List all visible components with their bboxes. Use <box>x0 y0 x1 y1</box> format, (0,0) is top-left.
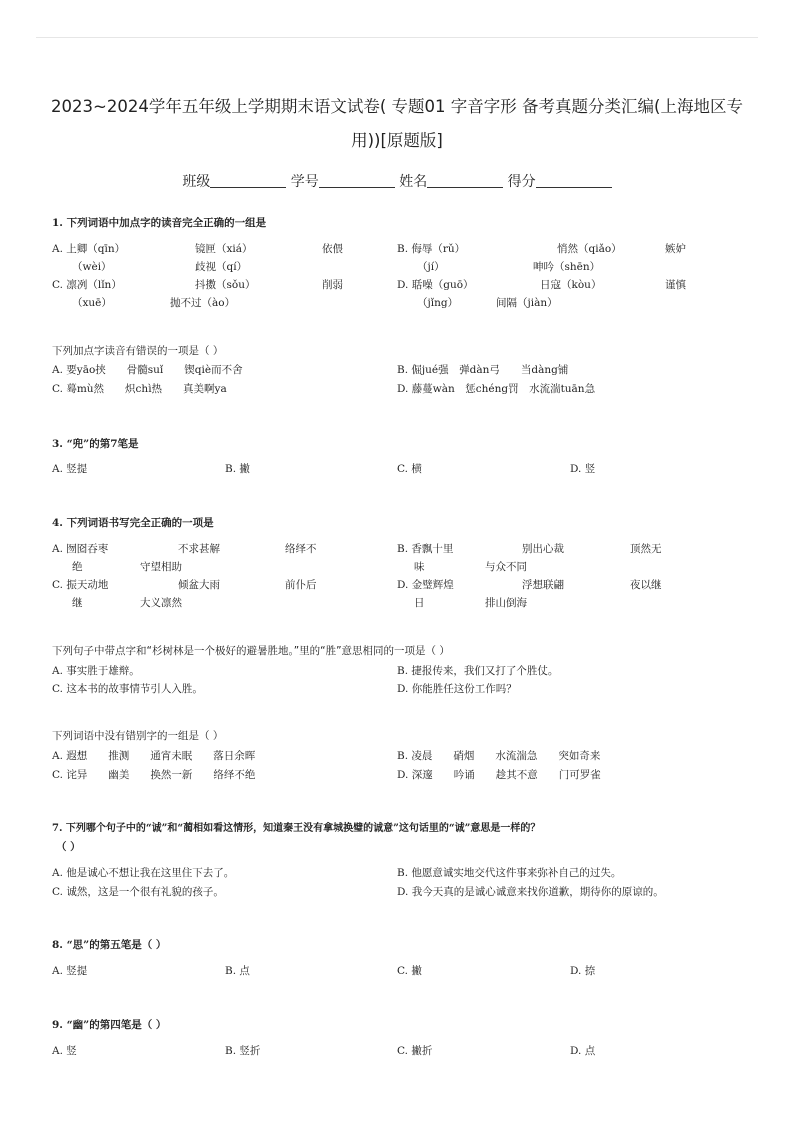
q4-option-b-5: 与众不同 <box>485 561 527 573</box>
q1-option-a-3: 依偎 <box>322 243 343 255</box>
q5-option-a: A. 事实胜于雄辩。 <box>52 665 140 677</box>
q5-stem: 下列句子中带点字和“杉树林是一个极好的避暑胜地。”里的“胜”意思相同的一项是（ ） <box>52 645 450 657</box>
q1-option-a-1: A. 上卿（qīn） <box>52 243 126 255</box>
class-blank[interactable] <box>210 173 286 188</box>
q3-option-b: B. 撇 <box>225 463 250 475</box>
q6-option-c: C. 诧异 幽美 换然一新 络绎不绝 <box>52 769 256 781</box>
q1-option-d-5: 间隔（jiàn） <box>496 297 558 309</box>
q3-option-d: D. 竖 <box>570 463 596 475</box>
q1-option-b-4: （jí） <box>417 261 445 273</box>
q1-option-a-2: 镜匣（xiá） <box>195 243 253 255</box>
q4-option-c-4: 继 <box>72 597 83 609</box>
q1-option-d-2: 日寇（kòu） <box>540 279 602 291</box>
q4-stem: 4. 下列词语书写完全正确的一项是 <box>52 517 214 529</box>
q1-option-b-5: 呻吟（shēn） <box>533 261 601 273</box>
score-blank[interactable] <box>536 173 612 188</box>
q9-option-c: C. 撇折 <box>397 1045 433 1057</box>
q4-option-a-1: A. 囫囵吞枣 <box>52 543 109 555</box>
q4-option-c-5: 大义凛然 <box>140 597 182 609</box>
score-label: 得分 <box>507 174 536 190</box>
q1-option-c-3: 削弱 <box>322 279 343 291</box>
q7-stem: 7. 下列哪个句子中的“诚”和“蔺相如看这情形，知道秦王没有拿城换璧的诚意”这句话里的“诚”意思是一样的？ <box>52 823 541 834</box>
q6-stem: 下列词语中没有错别字的一组是（ ） <box>52 730 224 742</box>
q4-option-b-4: 味 <box>414 561 425 573</box>
q1-stem: 1. 下列词语中加点字的读音完全正确的一组是 <box>52 217 267 229</box>
q8-option-c: C. 撇 <box>397 965 422 977</box>
q1-option-b-3: 嫉妒 <box>665 243 686 255</box>
q4-option-d-3: 夜以继 <box>630 579 662 591</box>
q1-option-b-2: 悄然（qiǎo） <box>557 243 622 255</box>
q3-option-c: C. 横 <box>397 463 422 475</box>
q6-option-b: B. 凌晨 硝烟 水流湍急 突如奇来 <box>397 750 601 762</box>
q2-option-c: C. 蓦mù然 炽chì热 真美啊ya <box>52 383 227 395</box>
q9-option-b: B. 竖折 <box>225 1045 261 1057</box>
q2-option-b: B. 倔jué强 弹dàn弓 当dàng铺 <box>397 364 569 376</box>
q1-option-c-5: 抛不过（ào） <box>170 297 236 309</box>
q4-option-d-4: 日 <box>414 597 425 609</box>
q1-option-a-4: （wèi） <box>72 261 112 273</box>
q4-option-a-4: 绝 <box>72 561 83 573</box>
q1-option-d-3: 谨慎 <box>665 279 686 291</box>
q4-option-b-3: 顶然无 <box>630 543 662 555</box>
q5-option-b: B. 捷报传来，我们又打了个胜仗。 <box>397 665 559 677</box>
q4-option-b-2: 别出心裁 <box>522 543 564 555</box>
q7-option-b: B. 他愿意诚实地交代这件事来弥补自己的过失。 <box>397 867 622 879</box>
q1-option-a-5: 歧视（qí） <box>195 261 248 273</box>
q7-option-d: D. 我今天真的是诚心诚意来找你道歉，期待你的原谅的。 <box>397 886 664 898</box>
q4-option-d-5: 排山倒海 <box>485 597 527 609</box>
q5-option-d: D. 你能胜任这份工作吗？ <box>397 683 517 695</box>
q1-option-d-4: （jǐng） <box>417 297 459 309</box>
q8-option-a: A. 竖提 <box>52 965 88 977</box>
name-blank[interactable] <box>427 173 503 188</box>
name-label: 姓名 <box>399 174 428 190</box>
q1-option-c-4: （xuē） <box>72 297 112 309</box>
q6-option-d: D. 深邃 吟诵 趁其不意 门可罗雀 <box>397 769 601 781</box>
page-title-line1: 2023~2024学年五年级上学期期末语文试卷( 专题01 字音字形 备考真题分类汇编(上海地区专 <box>51 97 743 116</box>
q4-option-c-2: 倾盆大雨 <box>178 579 220 591</box>
q4-option-a-3: 络绎不 <box>285 543 317 555</box>
q3-stem: 3. “兜”的第7笔是 <box>52 438 139 450</box>
q6-option-a: A. 遐想 推测 通宵未眠 落日余晖 <box>52 750 256 762</box>
q4-option-b-1: B. 香飘十里 <box>397 543 454 555</box>
q9-option-a: A. 竖 <box>52 1045 77 1057</box>
q4-option-d-2: 浮想联翩 <box>522 579 564 591</box>
q8-option-b: B. 点 <box>225 965 250 977</box>
q4-option-c-3: 前仆后 <box>285 579 317 591</box>
number-blank[interactable] <box>319 173 395 188</box>
q2-option-d: D. 藤蔓wàn 惩chéng罚 水流湍tuān急 <box>397 383 596 395</box>
q1-option-c-2: 抖擞（sǒu） <box>195 279 256 291</box>
q7-answer-paren: （ ） <box>56 841 81 853</box>
number-label: 学号 <box>290 174 319 190</box>
q2-stem: 下列加点字读音有错误的一项是（ ） <box>52 345 224 357</box>
q9-option-d: D. 点 <box>570 1045 596 1057</box>
q3-option-a: A. 竖提 <box>52 463 88 475</box>
q1-option-b-1: B. 侮辱（rǔ） <box>397 243 466 255</box>
q4-option-a-5: 守望相助 <box>140 561 182 573</box>
q2-option-a: A. 要yāo挟 骨髓suǐ 锲qiè而不舍 <box>52 364 243 376</box>
q9-stem: 9. “幽”的第四笔是（ ） <box>52 1019 167 1031</box>
q4-option-d-1: D. 金璧辉煌 <box>397 579 454 591</box>
q4-option-a-2: 不求甚解 <box>178 543 220 555</box>
q7-option-c: C. 诚然，这是一个很有礼貌的孩子。 <box>52 886 224 898</box>
page-title-line2: 用))[原题版] <box>351 131 443 150</box>
q1-option-c-1: C. 凛冽（lǐn） <box>52 279 122 291</box>
q4-option-c-1: C. 振天动地 <box>52 579 109 591</box>
student-info-row <box>44 171 750 191</box>
q8-stem: 8. “思”的第五笔是（ ） <box>52 939 167 951</box>
q1-option-d-1: D. 聒噪（guō） <box>397 279 474 291</box>
class-label: 班级 <box>182 174 211 190</box>
q5-option-c: C. 这本书的故事情节引人入胜。 <box>52 683 203 695</box>
q7-option-a: A. 他是诚心不想让我在这里住下去了。 <box>52 867 235 879</box>
q8-option-d: D. 捺 <box>570 965 596 977</box>
top-divider <box>36 37 758 38</box>
